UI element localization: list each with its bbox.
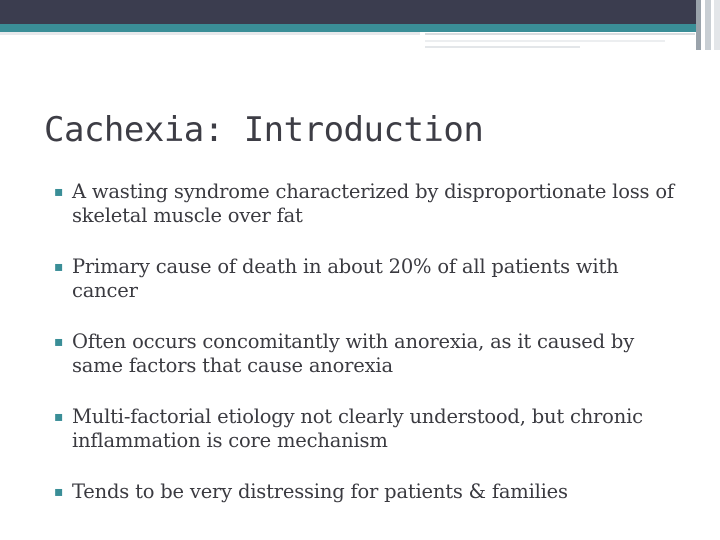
bullet-text: A wasting syndrome characterized by disproportionate loss of skeletal muscle over fat (72, 180, 674, 227)
bullet-item (50, 180, 690, 228)
slide-title: Cachexia: Introduction (44, 110, 484, 150)
bullet-text: Multi-factorial etiology not clearly understood, but chronic inflammation is core mechanism (72, 405, 643, 452)
header-rule (425, 40, 665, 42)
header-rule (0, 32, 420, 35)
header-dark-bar (0, 0, 720, 24)
header-accent-bar (0, 24, 720, 32)
bullet-text: Often occurs concomitantly with anorexia, as it caused by same factors that cause anorexia (72, 330, 635, 377)
bullet-marker-icon: ▪ (54, 334, 64, 350)
header-rule (425, 33, 695, 35)
bullet-marker-icon: ▪ (54, 184, 64, 200)
bullet-text: Tends to be very distressing for patients & families (72, 480, 568, 503)
bullet-item (50, 480, 690, 504)
bullet-marker-icon: ▪ (54, 259, 64, 275)
header-rule (425, 46, 580, 48)
bullet-item (50, 405, 690, 453)
bullet-text: Primary cause of death in about 20% of all patients with cancer (72, 255, 619, 302)
bullet-marker-icon: ▪ (54, 409, 64, 425)
header-corner-stripes (696, 0, 720, 50)
bullet-item (50, 255, 690, 303)
bullet-marker-icon: ▪ (54, 484, 64, 500)
bullet-item (50, 330, 690, 378)
bullet-list (50, 180, 690, 531)
